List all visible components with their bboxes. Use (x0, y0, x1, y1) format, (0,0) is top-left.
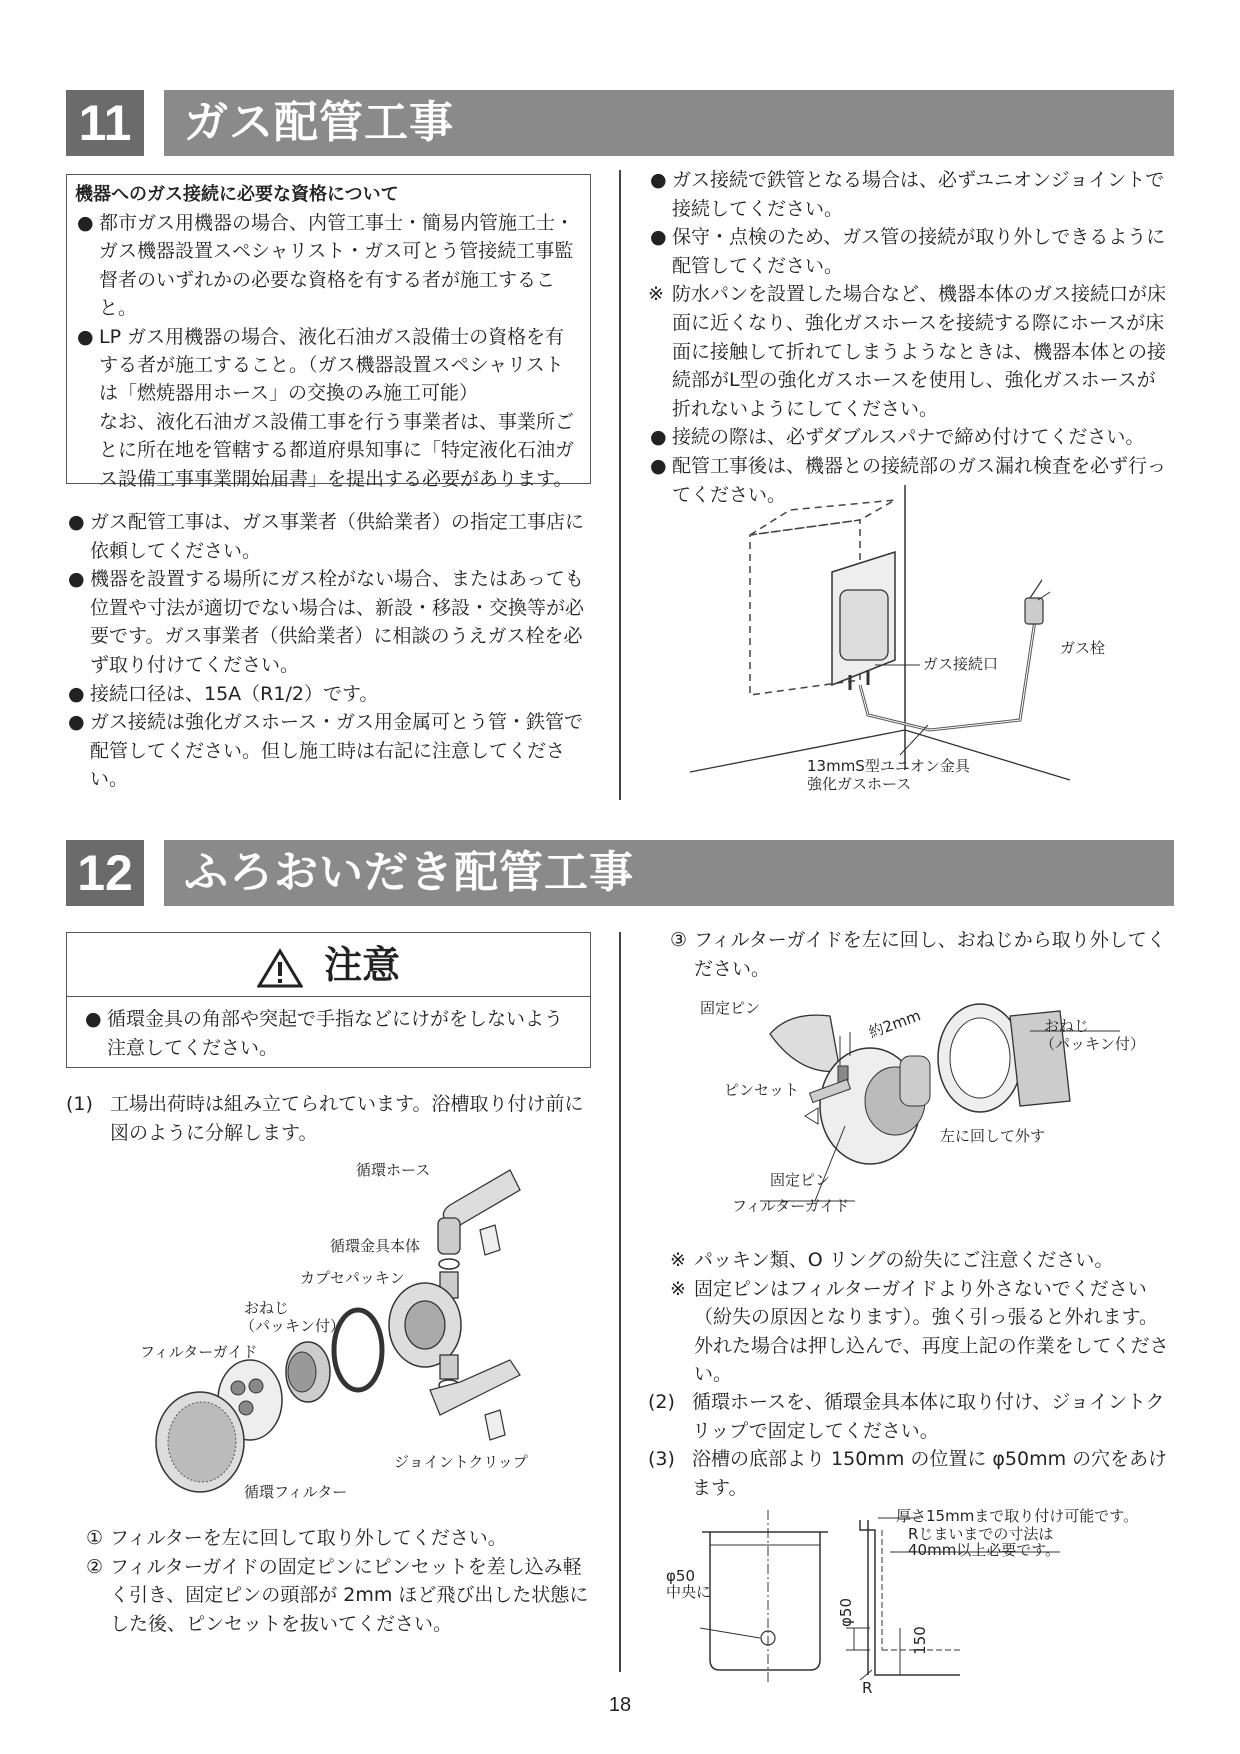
fig-label: 循環フィルター (244, 1483, 348, 1501)
note-item: ※ パッキン類、O リングの紛失にご注意ください。 (670, 1249, 1114, 1271)
section-number: 12 (66, 840, 144, 906)
fig-label: φ50 (836, 1598, 855, 1627)
fig-label: φ50 (666, 1567, 695, 1585)
caution-header (67, 933, 590, 997)
column-divider (619, 932, 621, 1672)
fig-label: 循環ホース (356, 1161, 431, 1179)
list-item: ● 循環金具の角部や突起で手指などにけがをしないよう注意してください。 (85, 1008, 564, 1059)
fig-label: 13mmS型ユニオン金具 (807, 757, 970, 775)
list-item: ● 保守・点検のため、ガス管の接続が取り外しできるように配管してください。 (650, 226, 1166, 277)
fig-label: 中央に (666, 1583, 712, 1601)
section-11-header (66, 90, 1174, 156)
section-title: ふろおいだき配管工事 (164, 840, 1174, 906)
list-item: ● ガス接続で鉄管となる場合は、必ずユニオンジョイントで接続してください。 (650, 169, 1165, 220)
fig-label: ジョイントクリップ (394, 1453, 528, 1471)
left-column-gas (66, 508, 591, 794)
fig-label: フィルターガイド (140, 1343, 258, 1361)
fig-label: おねじ (244, 1299, 290, 1317)
fig-label: 150 (910, 1626, 929, 1655)
note-item: ※ 固定ピンはフィルターガイドより外さないでください（紛失の原因となります）。強く引っ張ると外れます。外れた場合は押し込んで、再度上記の作業をしてください。 (670, 1277, 1169, 1386)
list-item: ● LP ガス用機器の場合、液化石油ガス設備士の資格を有する者が施工すること。（ガス機器設置スペシャリストは「燃焼器用ホース」の交換のみ施工可能） (77, 325, 565, 405)
list-item: ● ガス接続は強化ガスホース・ガス用金属可とう管・鉄管で配管してください。但し施工時は右記に注意してください。 (68, 711, 584, 791)
page-number: 18 (608, 1694, 632, 1716)
step-item: (2) 循環ホースを、循環金具本体に取り付け、ジョイントクリップで固定してください。 (648, 1391, 1165, 1442)
qualification-note: なお、液化石油ガス設備工事を行う事業者は、事業所ごとに所在地を管轄する都道府県知事に「特定液化石油ガス設備工事事業開始届書」を提出する必要があります。 (99, 410, 575, 490)
right-step3 (670, 926, 1174, 983)
note-item: ※ 防水パンを設置した場合など、機器本体のガス接続口が床面に近くなり、強化ガスホースを接続する際にホースが床面に接触して折れてしまうようなときは、機器本体との接続部がL型の強化ガスホースを使用し、強化ガスホースが折れないようにしてください。 (648, 283, 1167, 420)
left-column-bath (66, 1090, 591, 1147)
fig-label: R (862, 1679, 873, 1697)
list-item: ● 機器を設置する場所にガス栓がない場合、またはあっても位置や寸法が適切でない場合は、新設・移設・交換等が必要です。ガス事業者（供給業者）に相談のうえガス栓を必ず取り付けてください。 (68, 568, 585, 676)
list-item: ● 都市ガス用機器の場合、内管工事士・簡易内管施工士・ガス機器設置スペシャリスト・ガス可とう管接続工事監督者のいずれかの必要な資格を有する者が施工すること。 (77, 212, 575, 320)
list-item: ● 接続口径は、15A（R1/2）です。 (68, 682, 379, 705)
fig-label: 厚さ15mmまで取り付け可能です。 (896, 1507, 1139, 1525)
caution-title: 注意 (324, 943, 401, 987)
fig-label: 固定ピン (770, 1171, 831, 1189)
section-12-header (66, 840, 1174, 906)
fig-label: カプセパッキン (300, 1269, 405, 1287)
fig-label: ピンセット (724, 1081, 800, 1099)
filter-guide-figure (700, 996, 1160, 1216)
fig-label: 40mm以上必要です。 (908, 1541, 1061, 1559)
fig-label: 固定ピン (700, 999, 761, 1017)
left-steps (86, 1524, 591, 1638)
fig-label: Rじまいまでの寸法は (908, 1525, 1054, 1543)
fig-label: おねじ (1044, 1017, 1090, 1035)
list-item: ● ガス配管工事は、ガス事業者（供給業者）の指定工事店に依頼してください。 (68, 511, 585, 562)
section-number: 11 (66, 90, 144, 156)
fig-label: （パッキン付） (240, 1317, 345, 1335)
list-item: ● 配管工事後は、機器との接続部のガス漏れ検査を必ず行ってください。 (650, 454, 1167, 506)
step-item: ③ フィルターガイドを左に回し、おねじから取り外してください。 (670, 929, 1166, 980)
column-divider (619, 170, 621, 800)
step-item: (3) 浴槽の底部より 150mm の位置に φ50mm の穴をあけます。 (648, 1448, 1168, 1499)
qualification-box (66, 174, 591, 490)
right-column-gas (648, 166, 1174, 509)
right-steps (648, 1388, 1174, 1502)
list-item: ● 接続の際は、必ずダブルスパナで締め付けてください。 (650, 426, 1145, 449)
step-item: ① フィルターを左に回して取り外してください。 (86, 1527, 507, 1549)
fig-label: （パッキン付） (1040, 1035, 1145, 1053)
fig-label: 強化ガスホース (807, 775, 912, 793)
caution-box (66, 932, 591, 1068)
step-item: (1) 工場出荷時は組み立てられています。浴槽取り付け前に図のように分解します。 (66, 1093, 584, 1144)
section-title: ガス配管工事 (164, 90, 1174, 156)
fig-label: ガス栓 (1060, 639, 1106, 657)
right-notes (670, 1246, 1174, 1389)
qualification-title: 機器へのガス接続に必要な資格について (75, 184, 399, 205)
fig-label: 循環金具本体 (330, 1237, 421, 1255)
step-item: ② フィルターガイドの固定ピンにピンセットを差し込み軽く引き、固定ピンの頭部が 2mm ほど飛び出した状態にした後、ピンセットを抜いてください。 (86, 1555, 589, 1635)
fig-label: 左に回して外す (940, 1127, 1046, 1145)
fig-label: ガス接続口 (923, 655, 999, 673)
fig-label: 約2mm (866, 1006, 924, 1042)
warning-icon (257, 948, 303, 988)
gas-connection-figure (690, 480, 1110, 800)
fig-label: フィルターガイド (732, 1197, 850, 1215)
